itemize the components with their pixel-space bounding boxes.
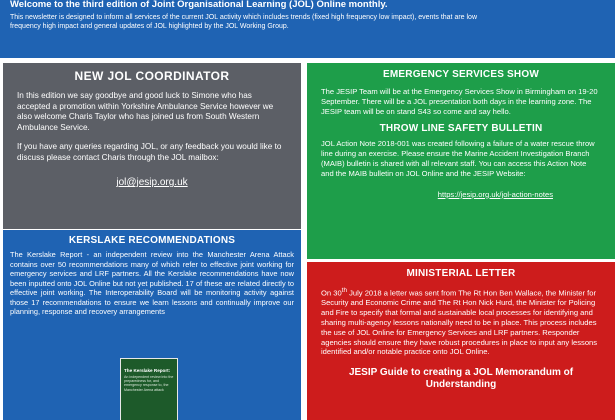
emergency-show-body: The JESIP Team will be at the Emergency Services Show in Birmingham on 19-20 September. There will be a JOL presentation both days in the learning zone. The JESIP team will be on stand S43 so come and say hello. [321,87,598,116]
report-cover-title: The Kerslake Report: [124,368,171,373]
intro-banner [0,0,615,58]
jol-mailbox-link[interactable]: jol@jesip.org.uk [116,177,188,188]
ministerial-body-ordinal: th [341,287,347,294]
ministerial-heading: MINISTERIAL LETTER [406,268,516,279]
report-cover-subtitle: An independent review into the preparedness for, and emergency response to, the Manchester Arena attack [124,375,174,392]
coordinator-heading: NEW JOL COORDINATOR [74,69,230,83]
coordinator-paragraph-1: In this edition we say goodbye and good luck to Simone who has accepted a promotion within Yorkshire Ambulance Service however we also welcome Charis Taylor who has joined us from South Western Ambulance Service. [17,91,274,132]
coordinator-section [3,63,301,229]
emergency-show-section [307,63,615,259]
action-notes-link[interactable]: https://jesip.org.uk/jol-action-notes [437,189,553,199]
mou-guide-heading: JESIP Guide to creating a JOL Memorandum of Understanding [348,367,574,391]
kerslake-report-cover-image [120,358,178,420]
ministerial-letter-section [307,262,615,420]
kerslake-heading: KERSLAKE RECOMMENDATIONS [68,235,236,246]
intro-title: Welcome to the third edition of Joint Organisational Learning (JOL) Online monthly. [10,0,388,10]
action-notes-link-wrap [321,184,601,202]
throw-line-heading: THROW LINE SAFETY BULLETIN [379,123,543,135]
ministerial-body-rest: July 2018 a letter was sent from The Rt Hon Ben Wallace, the Minister for Security and Economic Crime and The Rt Hon Nick Hurd, the Minister for Policing and Fire to specify that formal and sustainable local processes for identifying and sharing multi-agency lessons nationally need to be in place. This process includes the use of JOL Online for Emergency Services and LRF partners. Responder agencies should ensure they have robust procedures in place to input any lessons identified and/or notable practice onto JOL Online. [321,288,598,357]
coordinator-email-wrap [17,172,287,190]
coordinator-paragraph-2: If you have any queries regarding JOL, or any feedback you would like to discuss please contact Charis through the JOL mailbox: [17,142,282,162]
ministerial-body-start: On 30 [321,288,342,298]
emergency-show-heading: EMERGENCY SERVICES SHOW [383,69,539,80]
intro-body: This newsletter is designed to inform all services of the current JOL activity which includes trends (fixed high frequency low impact), events that are low frequency high impact and general updates of JOL highlighted by the JOL Working Group. [10,14,478,31]
kerslake-section [3,230,301,420]
throw-line-body: JOL Action Note 2018-001 was created following a failure of a water rescue throw line during an exercise. Please ensure the Marine Accident Investigation Branch (MAIB) bulletin is shared with all relevant staff. You can access this Action Note and the MAIB bulletin on JOL Online and the JESIP Website: [321,139,595,178]
ministerial-body [321,286,601,357]
kerslake-body: The Kerslake Report - an independent review into the Manchester Arena Attack contains over 50 recommendations many of which refer to effective joint working for emergency services and LRF partners. All the Kerslake recommendations have now been inputted onto JOL Online but not yet published. 17 of these are related directly to effective joint working. The Interoperability Board will be monitoring activity against those 17 recommendations to ensure we learn lessons and continually improve our planning, response and recovery arrangements [10,250,294,316]
